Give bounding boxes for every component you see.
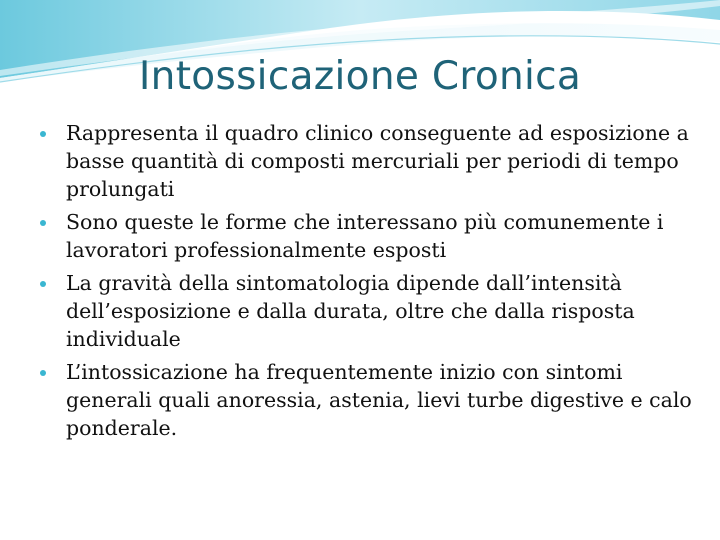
bullet-marker-icon bbox=[40, 281, 46, 287]
bullet-list bbox=[36, 119, 696, 447]
bullet-marker-icon bbox=[40, 220, 46, 226]
bullet-text: L’intossicazione ha frequentemente inizio con sintomi generali quali anoressia, astenia, lievi turbe digestive e calo ponderale. bbox=[66, 360, 692, 440]
slide-title: Intossicazione Cronica bbox=[138, 54, 582, 99]
bullet-marker-icon bbox=[40, 131, 46, 137]
bullet-text: Sono queste le forme che interessano più comunemente i lavoratori professionalmente esposti bbox=[66, 210, 664, 262]
bullet-item bbox=[36, 119, 696, 203]
bullet-item bbox=[36, 358, 696, 442]
bullet-text: Rappresenta il quadro clinico conseguente ad esposizione a basse quantità di composti mercuriali per periodi di tempo prolungati bbox=[66, 121, 689, 201]
bullet-item bbox=[36, 208, 696, 264]
bullet-text: La gravità della sintomatologia dipende dall’intensità dell’esposizione e dalla durata, oltre che dalla risposta individuale bbox=[66, 271, 635, 351]
bullet-marker-icon bbox=[40, 370, 46, 376]
bullet-item bbox=[36, 269, 696, 353]
